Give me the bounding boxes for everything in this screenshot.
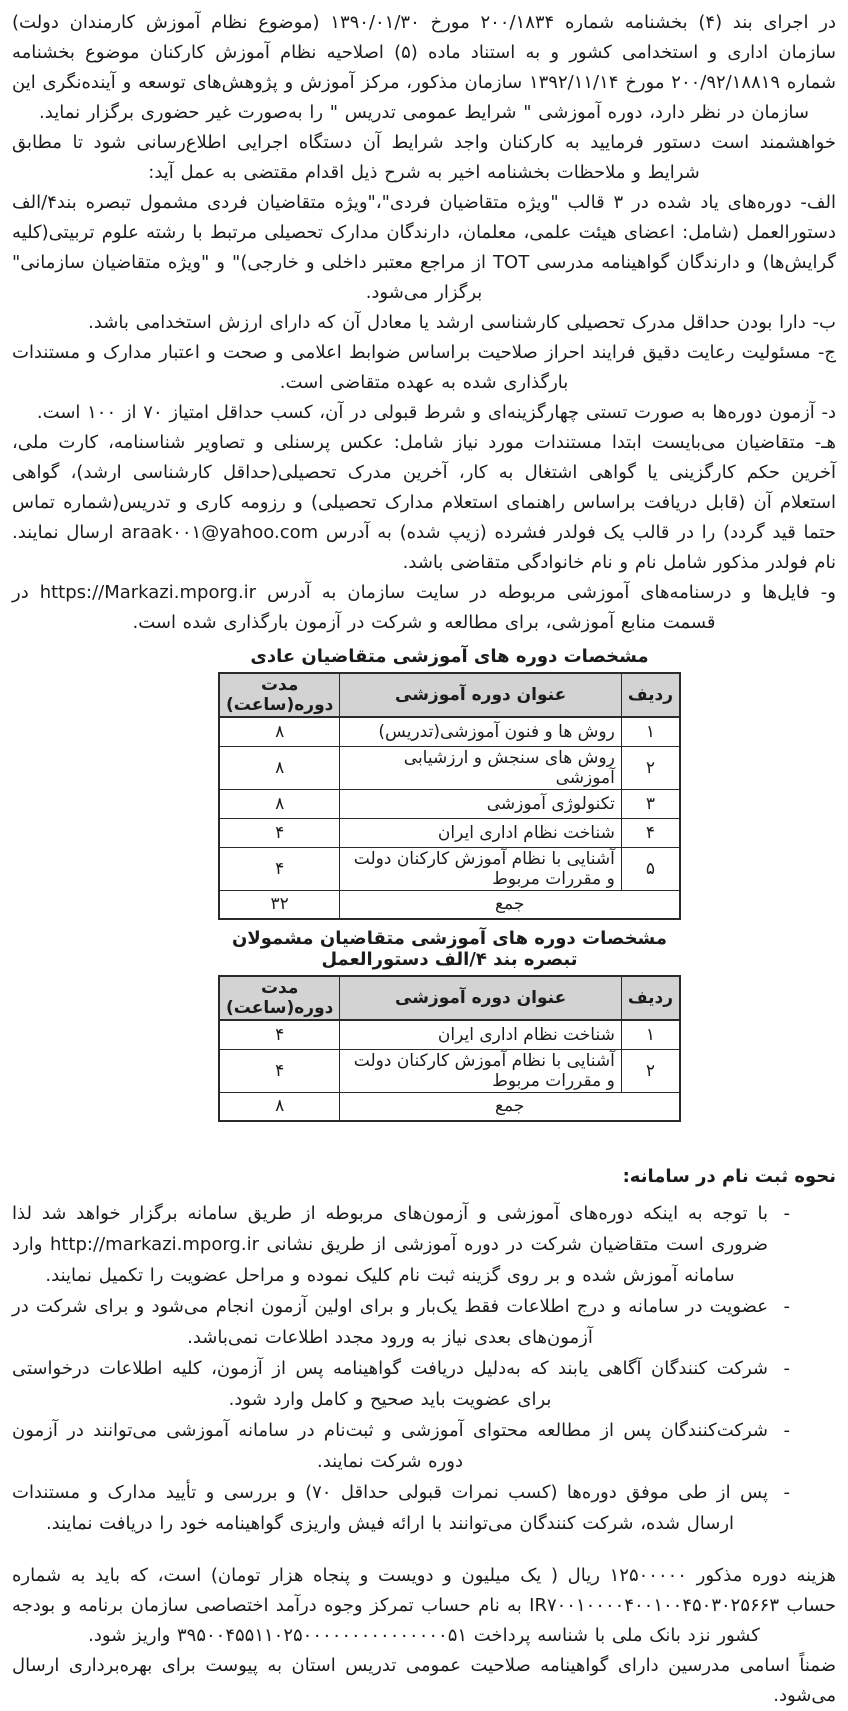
table-row (219, 746, 680, 789)
total-hours-cell: ۳۲ (219, 890, 340, 919)
total-hours-cell: ۸ (219, 1092, 340, 1121)
item-alef: الف- دوره‌های یاد شده در ۳ قالب "ویژه متقاضیان فردی"،"ویژه متقاضیان فردی مشمول تبصره بند۴/الف دستورالعمل (شامل: اعضای هیئت علمی، معلمان، دارندگان مدارک تحصیلی مرتبط با رشته علوم تربیتی(کلیه گرایش‌ها) و دارندگان گواهینامه مدرسی TOT از مراجع معتبر داخلی و خارجی)" و "ویژه متقاضیان سازمانی" برگزار می‌شود. (12, 192, 837, 303)
row-number-cell: ۲ (621, 746, 680, 789)
column-header-row-number: ردیف (621, 976, 680, 1020)
course-title-cell: روش های سنجش و ارزشیابی آموزشی (340, 746, 621, 789)
duration-cell: ۸ (219, 717, 340, 746)
list-item: - شرکت کنندگان آگاهی یابند که به‌دلیل دریافت گواهینامه پس از آزمون، کلیه اطلاعات درخواستی برای عضویت باید صحیح و کامل وارد شود. (12, 1353, 768, 1415)
total-label-cell: جمع (340, 890, 680, 919)
course-title-cell: آشنایی با نظام آموزش کارکنان دولت و مقررات مربوط (340, 1049, 621, 1092)
item-be: ب- دارا بودن حداقل مدرک تحصیلی کارشناسی ارشد یا معادل آن که دارای ارزش استخدامی باشد. (88, 312, 836, 333)
table-1-title: مشخصات دوره های آموزشی متقاضیان عادی (250, 646, 649, 667)
table-normal-applicants (218, 672, 681, 920)
table-2-title: مشخصات دوره های آموزشی متقاضیان مشمولان تبصره بند ۴/الف دستورالعمل (231, 928, 668, 970)
table-row (219, 717, 680, 746)
course-title-cell: روش ها و فنون آموزشی(تدریس) (340, 717, 621, 746)
row-number-cell: ۵ (621, 847, 680, 890)
item-he: هـ- متقاضیان می‌بایست ابتدا مستندات مورد نیاز شامل: عکس پرسنلی و تصاویر شناسنامه، کارت ملی، آخرین حکم کارگزینی یا گواهی اشتغال به کار، آخرین مدرک تحصیلی(حداقل کارشناسی ارشد)، گواهی استعلام آن (قابل دریافت براساس راهنمای استعلام مدارک تحصیلی) و رزومه کاری و تدریس(شماره تماس حتما قید گردد) را در قالب یک فولدر فشرده (زیپ شده) به آدرس araak۰۰۱@yahoo.com ارسال نمایند. نام فولدر مذکور شامل نام و نام خانوادگی متقاضی باشد. (12, 432, 836, 573)
item-jim: ج- مسئولیت رعایت دقیق فرایند احراز صلاحیت براساس ضوابط اعلامی و صحت و اعتبار مدارک و مستندات بارگذاری شده به عهده متقاضی است. (12, 342, 836, 393)
item-dal: د- آزمون دوره‌ها به صورت تستی چهارگزینه‌ای و شرط قبولی در آن، کسب حداقل امتیاز ۷۰ از ۱۰۰ است. (36, 402, 836, 423)
table-row (219, 789, 680, 818)
list-item: - شرکت‌کنندگان پس از مطالعه محتوای آموزشی و ثبت‌نام در سامانه آموزشی می‌توانند در آزمون دوره شرکت نمایند. (12, 1415, 768, 1477)
row-number-cell: ۱ (621, 1020, 680, 1049)
duration-cell: ۸ (219, 789, 340, 818)
duration-cell: ۴ (219, 1049, 340, 1092)
paragraph-request: خواهشمند است دستور فرمایید به کارکنان واجد شرایط آن دستگاه اجرایی اطلاع‌رسانی شود تا مطابق شرایط و ملاحظات بخشنامه اخیر به شرح ذیل اقدام مقتضی به عمل آید: (12, 132, 836, 183)
registration-list (12, 1198, 836, 1539)
course-title-cell: آشنایی با نظام آموزش کارکنان دولت و مقررات مربوط (340, 847, 621, 890)
column-header-course-title: عنوان دوره آموزشی (340, 976, 621, 1020)
table-total-row (219, 890, 680, 919)
row-number-cell: ۳ (621, 789, 680, 818)
duration-cell: ۸ (219, 746, 340, 789)
table-total-row (219, 1092, 680, 1121)
table-clause-4a-applicants (218, 975, 681, 1122)
column-header-course-title: عنوان دوره آموزشی (340, 673, 621, 717)
table-header-row (219, 673, 680, 717)
duration-cell: ۴ (219, 818, 340, 847)
row-number-cell: ۱ (621, 717, 680, 746)
registration-heading: نحوه ثبت نام در سامانه: (622, 1166, 836, 1187)
duration-cell: ۴ (219, 847, 340, 890)
column-header-duration: مدت دوره(ساعت) (219, 673, 340, 717)
paragraph-intro: در اجرای بند (۴) بخشنامه شماره ۲۰۰/۱۸۳۴ مورخ ۱۳۹۰/۰۱/۳۰ (موضوع نظام آموزش کارمندان دولت) سازمان اداری و استخدامی کشور و به استناد ماده (۵) اصلاحیه نظام آموزش کارکنان موضوع بخشنامه شماره ۲۰۰/۹۲/۱۸۸۱۹ مورخ ۱۳۹۲/۱۱/۱۴ سازمان مذکور، مرکز آموزش و پژوهش‌های توسعه و آینده‌نگری این سازمان در نظر دارد، دوره آموزشی " شرایط عمومی تدریس " را به‌صورت غیر حضوری برگزار نماید. (12, 12, 836, 123)
list-item: - با توجه به اینکه دوره‌های آموزشی و آزمون‌های مربوطه از طریق سامانه برگزار خواهد شد لذا ضروری است متقاضیان شرکت در دوره آموزشی از طریق نشانی http://markazi.mporg.ir وارد سامانه آموزش شده و بر روی گزینه ثبت نام کلیک نموده و مراحل عضویت را تکمیل نمایند. (12, 1198, 768, 1291)
row-number-cell: ۴ (621, 818, 680, 847)
table-row (219, 847, 680, 890)
course-title-cell: تکنولوژی آموزشی (340, 789, 621, 818)
course-title-cell: شناخت نظام اداری ایران (340, 818, 621, 847)
table-row (219, 1020, 680, 1049)
total-label-cell: جمع (340, 1092, 680, 1121)
table-header-row (219, 976, 680, 1020)
table-row (219, 1049, 680, 1092)
list-item: - پس از طی موفق دوره‌ها (کسب نمرات قبولی حداقل ۷۰) و بررسی و تأیید مدارک و مستندات ارسال شده، شرکت کنندگان می‌توانند با ارائه فیش واریزی گواهینامه خود را دریافت نمایند. (12, 1477, 768, 1539)
table-row (219, 818, 680, 847)
list-item: - عضویت در سامانه و درج اطلاعات فقط یک‌بار و برای اولین آزمون انجام می‌شود و برای شرکت در آزمون‌های بعدی نیاز به ورود مجدد اطلاعات نمی‌باشد. (12, 1291, 768, 1353)
item-vav: و- فایل‌ها و درسنامه‌های آموزشی مربوطه در سایت سازمان به آدرس https://Markazi.mporg.ir در قسمت منابع آموزشی، برای مطالعه و شرکت در آزمون بارگذاری شده است. (12, 582, 836, 633)
row-number-cell: ۲ (621, 1049, 680, 1092)
payment-paragraph: هزینه دوره مذکور ۱۲۵۰۰۰۰۰ ریال ( یک میلیون و دویست و پنجاه هزار تومان) است، که باید به شماره حساب IR۷۰۰۱۰۰۰۰۴۰۰۱۰۰۴۵۰۳۰۲۵۶۶۳ به نام حساب تمرکز وجوه درآمد اختصاصی سازمان برنامه و بودجه کشور نزد بانک ملی با شناسه پرداخت ۳۹۵۰۰۴۵۵۱۱۰۲۵۰۰۰۰۰۰۰۰۰۰۰۰۰۰۰۵۱ واریز شود. (12, 1565, 836, 1646)
duration-cell: ۴ (219, 1020, 340, 1049)
closing-paragraph: ضمناً اسامی مدرسین دارای گواهینامه صلاحیت عمومی تدریس استان به پیوست برای بهره‌برداری ارسال می‌شود. (12, 1655, 836, 1706)
column-header-row-number: ردیف (621, 673, 680, 717)
column-header-duration: مدت دوره(ساعت) (219, 976, 340, 1020)
course-title-cell: شناخت نظام اداری ایران (340, 1020, 621, 1049)
